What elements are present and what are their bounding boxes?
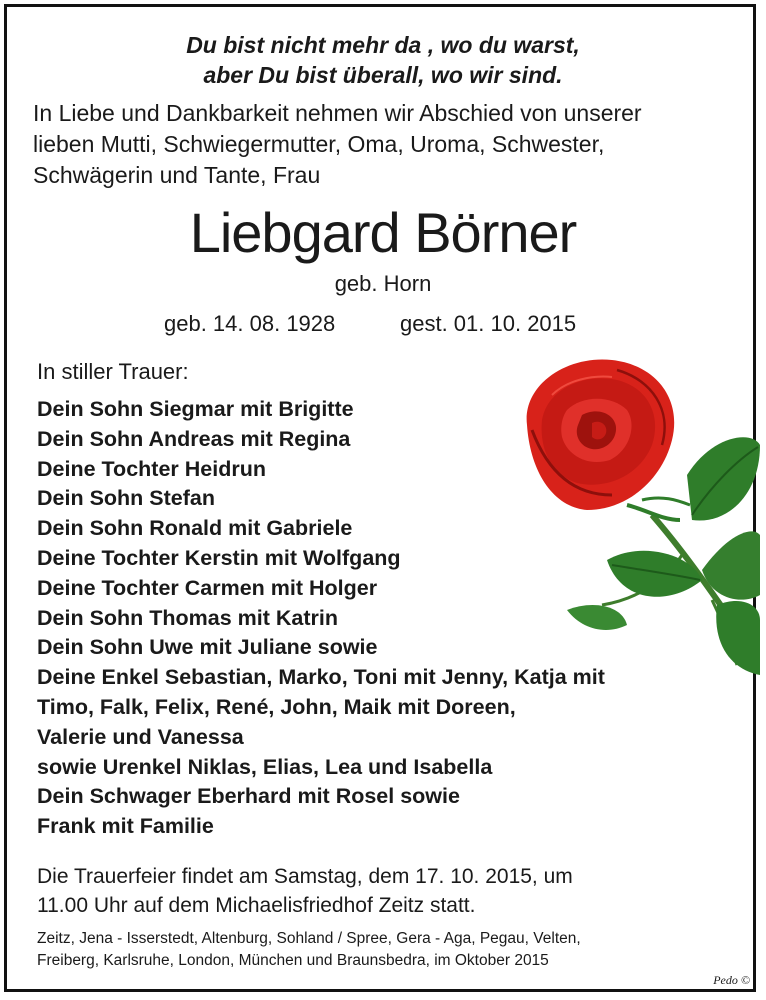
mourner-line: Frank mit Familie	[37, 814, 214, 839]
mourning-heading: In stiller Trauer:	[37, 359, 189, 384]
places-line-1: Zeitz, Jena - Isserstedt, Altenburg, Sohland / Spree, Gera - Aga, Pegau, Velten,	[37, 930, 581, 947]
funeral-line-1: Die Trauerfeier findet am Samstag, dem 17. 10. 2015, um	[37, 865, 573, 888]
mourner-line: Deine Tochter Kerstin mit Wolfgang	[37, 545, 401, 570]
intro-line-1: In Liebe und Dankbarkeit nehmen wir Abschied von unserer	[33, 100, 642, 126]
places-line-2: Freiberg, Karlsruhe, London, München und Braunsbedra, im Oktober 2015	[37, 952, 549, 969]
intro-line-3: Schwägerin und Tante, Frau	[33, 162, 321, 188]
mourner-line: Timo, Falk, Felix, René, John, Maik mit Doreen,	[37, 694, 516, 719]
mourner-line: sowie Urenkel Niklas, Elias, Lea und Isabella	[37, 754, 493, 779]
motto-line-2: aber Du bist überall, wo wir sind.	[203, 62, 563, 88]
funeral-notice	[37, 862, 727, 920]
motto-line-1: Du bist nicht mehr da , wo du warst,	[186, 32, 580, 58]
birth-date: geb. 14. 08. 1928	[164, 311, 336, 336]
mourner-line: Dein Sohn Stefan	[37, 486, 215, 511]
mourner-line: Deine Enkel Sebastian, Marko, Toni mit Jenny, Katja mit	[37, 665, 605, 690]
publisher-signet: Pedo ©	[713, 973, 750, 987]
deceased-name: Liebgard Börner	[189, 201, 577, 264]
mourner-line: Deine Tochter Carmen mit Holger	[37, 575, 378, 600]
maiden-name: geb. Horn	[334, 271, 432, 296]
rose-icon	[512, 355, 760, 680]
intro-line-2: lieben Mutti, Schwiegermutter, Oma, Uroma, Schwester,	[33, 131, 605, 157]
mourner-line: Deine Tochter Heidrun	[37, 456, 266, 481]
mourner-line: Dein Sohn Ronald mit Gabriele	[37, 516, 353, 541]
mourner-line: Dein Schwager Eberhard mit Rosel sowie	[37, 784, 460, 809]
intro-text	[33, 98, 733, 191]
mourner-line: Dein Sohn Thomas mit Katrin	[37, 605, 339, 630]
death-date: gest. 01. 10. 2015	[400, 311, 577, 336]
funeral-line-2: 11.00 Uhr auf dem Michaelisfriedhof Zeitz statt.	[37, 894, 476, 917]
mourner-line: Dein Sohn Uwe mit Juliane sowie	[37, 635, 378, 660]
mourner-line: Dein Sohn Siegmar mit Brigitte	[37, 397, 354, 421]
mourner-line: Dein Sohn Andreas mit Regina	[37, 426, 351, 451]
places-and-date	[37, 928, 737, 972]
mourner-line: Valerie und Vanessa	[37, 724, 244, 749]
